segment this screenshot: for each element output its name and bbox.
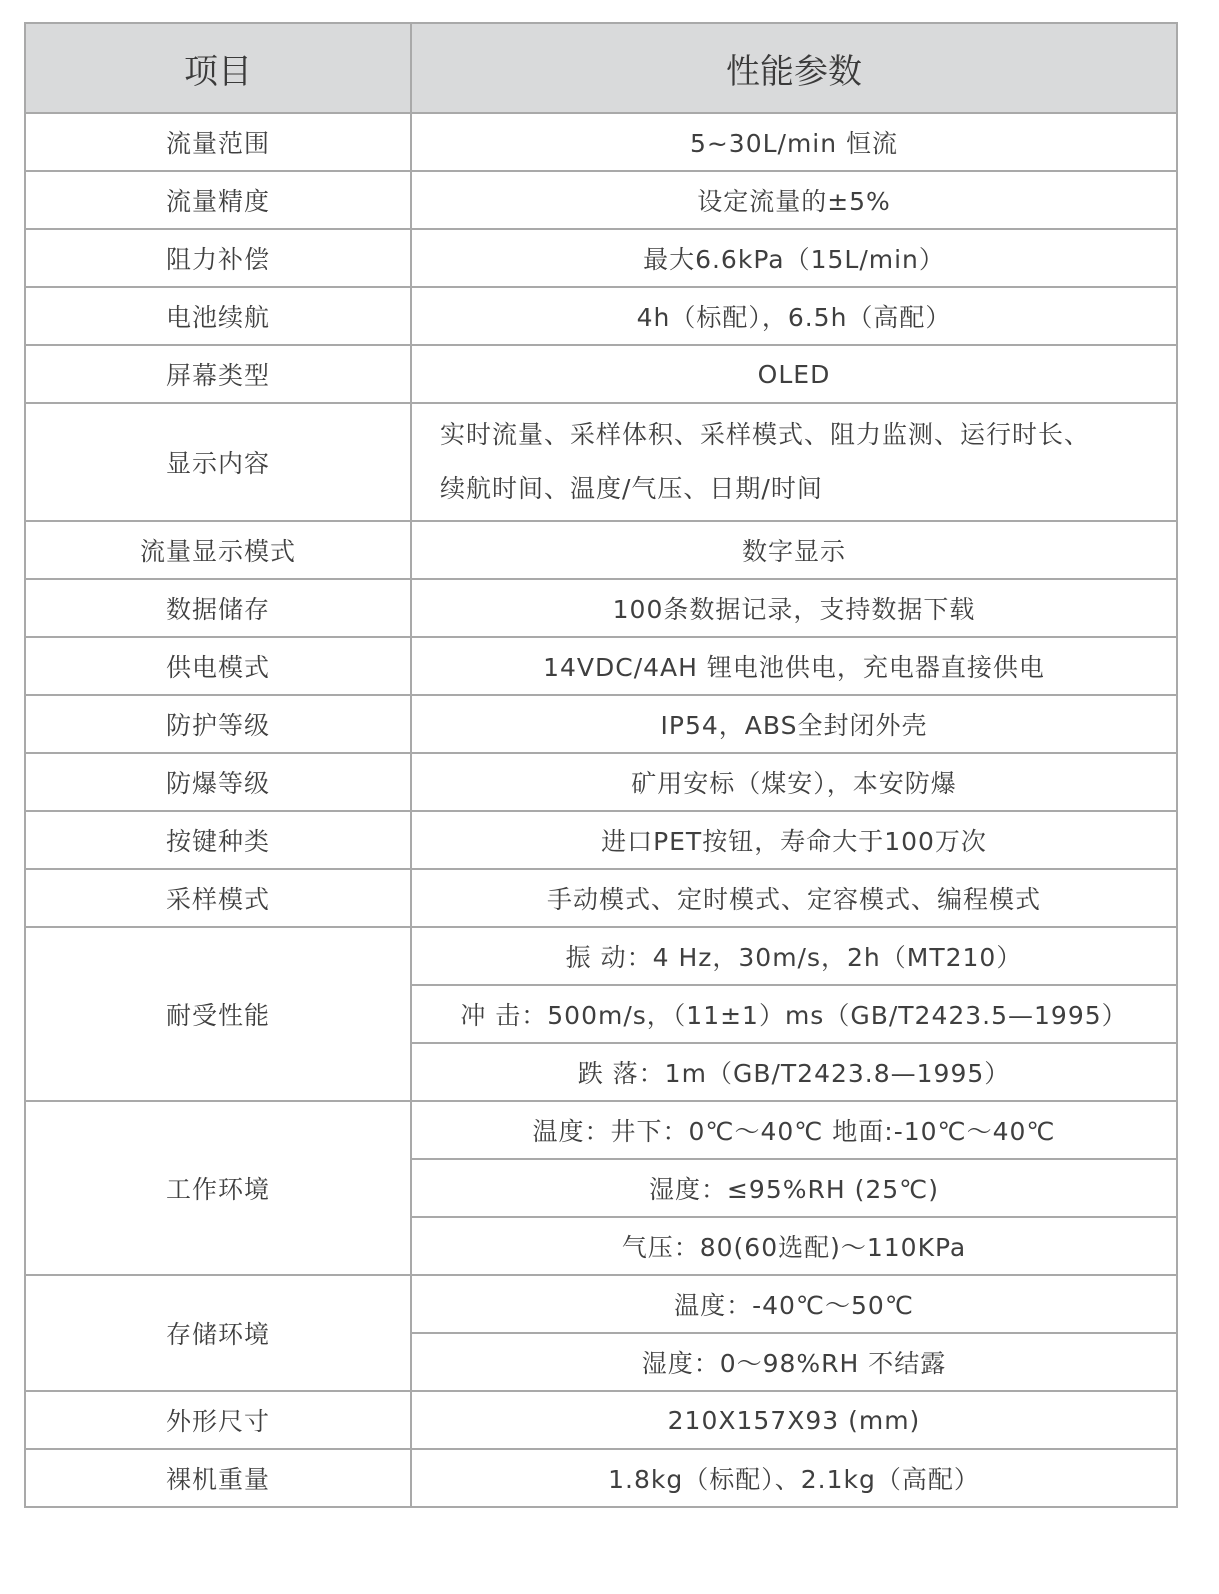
table-row (25, 927, 1177, 985)
spec-body (25, 113, 1177, 1507)
table-row (25, 1101, 1177, 1159)
item-cell: 外形尺寸 (25, 1391, 411, 1449)
table-row (25, 1391, 1177, 1449)
table-row (25, 695, 1177, 753)
value-cell: 湿度：≤95%RH (25℃) (411, 1159, 1177, 1217)
table-row (25, 637, 1177, 695)
value-cell: 1.8kg（标配）、2.1kg（高配） (411, 1449, 1177, 1507)
item-cell: 防爆等级 (25, 753, 411, 811)
value-cell: 14VDC/4AH 锂电池供电，充电器直接供电 (411, 637, 1177, 695)
spec-table (24, 22, 1178, 1508)
item-cell: 流量范围 (25, 113, 411, 171)
table-row (25, 579, 1177, 637)
item-cell: 耐受性能 (25, 927, 411, 1101)
table-row (25, 171, 1177, 229)
table-row (25, 287, 1177, 345)
value-cell: 湿度：0～98%RH 不结露 (411, 1333, 1177, 1391)
value-cell: IP54，ABS全封闭外壳 (411, 695, 1177, 753)
value-cell: 100条数据记录，支持数据下载 (411, 579, 1177, 637)
value-cell: 最大6.6kPa（15L/min） (411, 229, 1177, 287)
item-cell: 存储环境 (25, 1275, 411, 1391)
item-cell: 数据储存 (25, 579, 411, 637)
table-row (25, 403, 1177, 521)
value-cell: 进口PET按钮，寿命大于100万次 (411, 811, 1177, 869)
item-cell: 流量显示模式 (25, 521, 411, 579)
value-line: 续航时间、温度/气压、日期/时间 (440, 474, 823, 503)
item-cell: 裸机重量 (25, 1449, 411, 1507)
value-cell: 气压：80(60选配)～110KPa (411, 1217, 1177, 1275)
header-row (25, 23, 1177, 113)
header-item: 项目 (25, 23, 411, 113)
value-cell: 5~30L/min 恒流 (411, 113, 1177, 171)
item-cell: 工作环境 (25, 1101, 411, 1275)
value-cell: 温度：-40℃～50℃ (411, 1275, 1177, 1333)
item-cell: 按键种类 (25, 811, 411, 869)
item-cell: 屏幕类型 (25, 345, 411, 403)
table-row (25, 753, 1177, 811)
item-cell: 流量精度 (25, 171, 411, 229)
value-line: 实时流量、采样体积、采样模式、阻力监测、运行时长、 (440, 420, 1091, 449)
value-cell: 温度：井下：0℃～40℃ 地面:-10℃～40℃ (411, 1101, 1177, 1159)
value-cell: OLED (411, 345, 1177, 403)
item-cell: 采样模式 (25, 869, 411, 927)
value-cell: 210X157X93 (mm) (411, 1391, 1177, 1449)
value-cell: 设定流量的±5% (411, 171, 1177, 229)
value-cell: 数字显示 (411, 521, 1177, 579)
item-cell: 防护等级 (25, 695, 411, 753)
value-cell: 冲 击：500m/s，（11±1）ms（GB/T2423.5—1995） (411, 985, 1177, 1043)
item-cell: 阻力补偿 (25, 229, 411, 287)
header-params: 性能参数 (411, 23, 1177, 113)
table-row (25, 345, 1177, 403)
table-row (25, 521, 1177, 579)
table-row (25, 229, 1177, 287)
value-cell: 4h（标配），6.5h（高配） (411, 287, 1177, 345)
value-cell: 振 动：4 Hz，30m/s，2h（MT210） (411, 927, 1177, 985)
value-cell (411, 403, 1177, 521)
table-row (25, 1449, 1177, 1507)
item-cell: 电池续航 (25, 287, 411, 345)
table-row (25, 869, 1177, 927)
value-cell: 手动模式、定时模式、定容模式、编程模式 (411, 869, 1177, 927)
table-row (25, 811, 1177, 869)
item-cell: 供电模式 (25, 637, 411, 695)
value-cell: 跌 落：1m（GB/T2423.8—1995） (411, 1043, 1177, 1101)
table-row (25, 1275, 1177, 1333)
item-cell: 显示内容 (25, 403, 411, 521)
value-cell: 矿用安标（煤安），本安防爆 (411, 753, 1177, 811)
table-row (25, 113, 1177, 171)
